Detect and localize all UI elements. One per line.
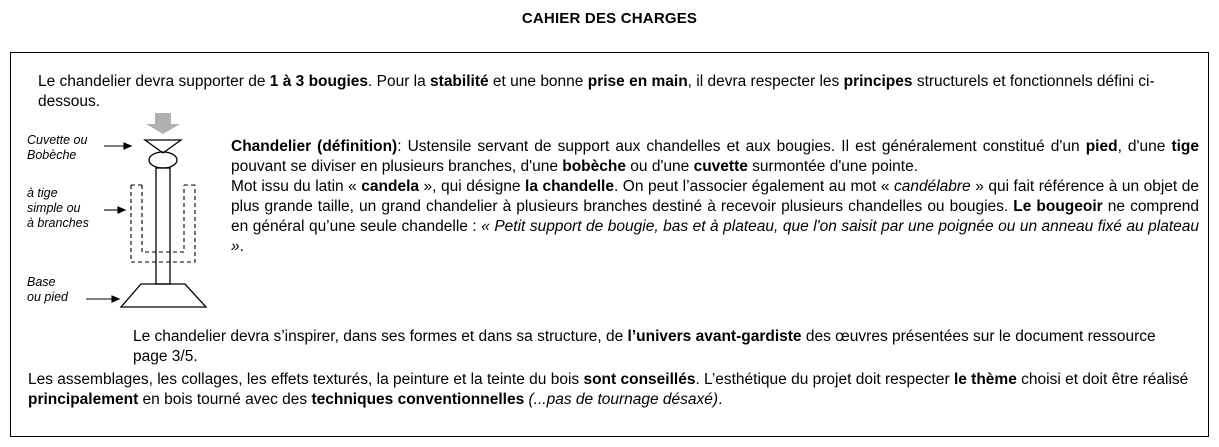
def-text-7: », qui désigne <box>419 178 526 195</box>
def-text-10: ne comprend en général qu’une seule chandelle : <box>231 198 1199 235</box>
assemblages-paragraph <box>28 370 1198 410</box>
label-cuvette <box>27 133 87 163</box>
def-bold-bougeoir: Le bougeoir <box>1013 198 1103 215</box>
pointer-arrows <box>86 143 131 302</box>
intro-bold-grip: prise en main <box>587 73 688 90</box>
assemb-text-6: . <box>718 391 723 408</box>
assemb-bold-techniques: techniques conventionnelles <box>311 391 525 408</box>
def-text-11: . <box>239 238 244 255</box>
definition-heading: Chandelier (définition) <box>231 138 398 155</box>
assemb-bold-principalement: principalement <box>28 391 139 408</box>
assemb-bold-theme: le thème <box>953 371 1017 388</box>
def-bold-pied: pied <box>1085 138 1118 155</box>
cup-shape <box>145 140 181 153</box>
label-tige-line-1: à tige <box>27 186 58 200</box>
def-text-1: : Ustensile servant de support aux chandelles et aux bougies. Il est généralement constitué d'un <box>397 138 1086 155</box>
def-italic-candelabre: candélabre <box>893 178 971 195</box>
label-cuvette-line-1: Cuvette ou <box>27 133 88 147</box>
inspire-text-2: des œuvres présentées sur le document ressource page 3/5. <box>133 328 1156 365</box>
label-cuvette-line-2: Bobèche <box>27 148 77 162</box>
def-text-4: ou d'une <box>625 158 694 175</box>
def-text-9: » qui fait référence à un objet de plus grande taille, un grand chandelier à plusieurs branches destiné à recevoir plusieurs chandelles ou bougies. <box>231 178 1199 215</box>
inspire-text-1: Le chandelier devra s’inspirer, dans ses formes et dans sa structure, de <box>133 328 628 345</box>
def-text-2: , d'une <box>1117 138 1172 155</box>
assemb-text-1: Les assemblages, les collages, les effets texturés, la peinture et la teinte du bois <box>28 371 584 388</box>
assemb-italic-note: (...pas de tournage désaxé) <box>528 391 719 408</box>
intro-bold-principles: principes <box>843 73 913 90</box>
label-base <box>27 275 68 305</box>
label-tige <box>27 186 89 231</box>
intro-text-2: . Pour la <box>368 73 431 90</box>
assemb-text-2: . L’esthétique du projet doit respecter <box>695 371 954 388</box>
def-text-3: pouvant se diviser en plusieurs branches, d'une <box>231 158 563 175</box>
def-bold-cuvette: cuvette <box>693 158 748 175</box>
assemb-text-3: choisi et doit être réalisé <box>1016 371 1189 388</box>
base-shape <box>121 284 206 307</box>
intro-text-1: Le chandelier devra supporter de <box>38 73 270 90</box>
label-tige-line-3: à branches <box>27 216 89 230</box>
inspiration-paragraph <box>133 327 1193 367</box>
intro-text-4: , il devra respecter les <box>687 73 844 90</box>
inspire-bold-avant-garde: l’univers avant-gardiste <box>627 328 802 345</box>
def-italic-quote: « Petit support de bougie, bas et à plateau, que l'on saisit par une poignée ou un anneau fixé au plateau » <box>231 218 1199 255</box>
label-tige-line-2: simple ou <box>27 201 81 215</box>
intro-bold-stability: stabilité <box>430 73 489 90</box>
intro-text-3: et une bonne <box>488 73 588 90</box>
def-bold-bobeche: bobèche <box>562 158 626 175</box>
dashed-branches <box>131 185 195 262</box>
def-text-5: surmontée d'une pointe. <box>747 158 919 175</box>
label-base-line-2: ou pied <box>27 290 69 304</box>
label-base-line-1: Base <box>27 275 56 289</box>
page-title: CAHIER DES CHARGES <box>521 10 698 27</box>
assemb-text-4: en bois tourné avec des <box>138 391 312 408</box>
def-bold-tige: tige <box>1171 138 1199 155</box>
cup-bowl <box>149 152 177 168</box>
definition-paragraph <box>231 137 1199 257</box>
intro-bold-candles: 1 à 3 bougies <box>269 73 368 90</box>
def-text-6: Mot issu du latin « <box>231 178 362 195</box>
def-bold-candela: candela <box>361 178 420 195</box>
def-bold-chandelle: la chandelle <box>525 178 614 195</box>
stem-shape <box>156 168 170 284</box>
candle-arrow-icon <box>146 113 180 134</box>
assemb-bold-conseilles: sont conseillés <box>583 371 696 388</box>
def-text-8: . On peut l’associer également au mot « <box>613 178 894 195</box>
intro-text-5: structurels et fonctionnels défini ci-dessous. <box>38 73 1155 110</box>
